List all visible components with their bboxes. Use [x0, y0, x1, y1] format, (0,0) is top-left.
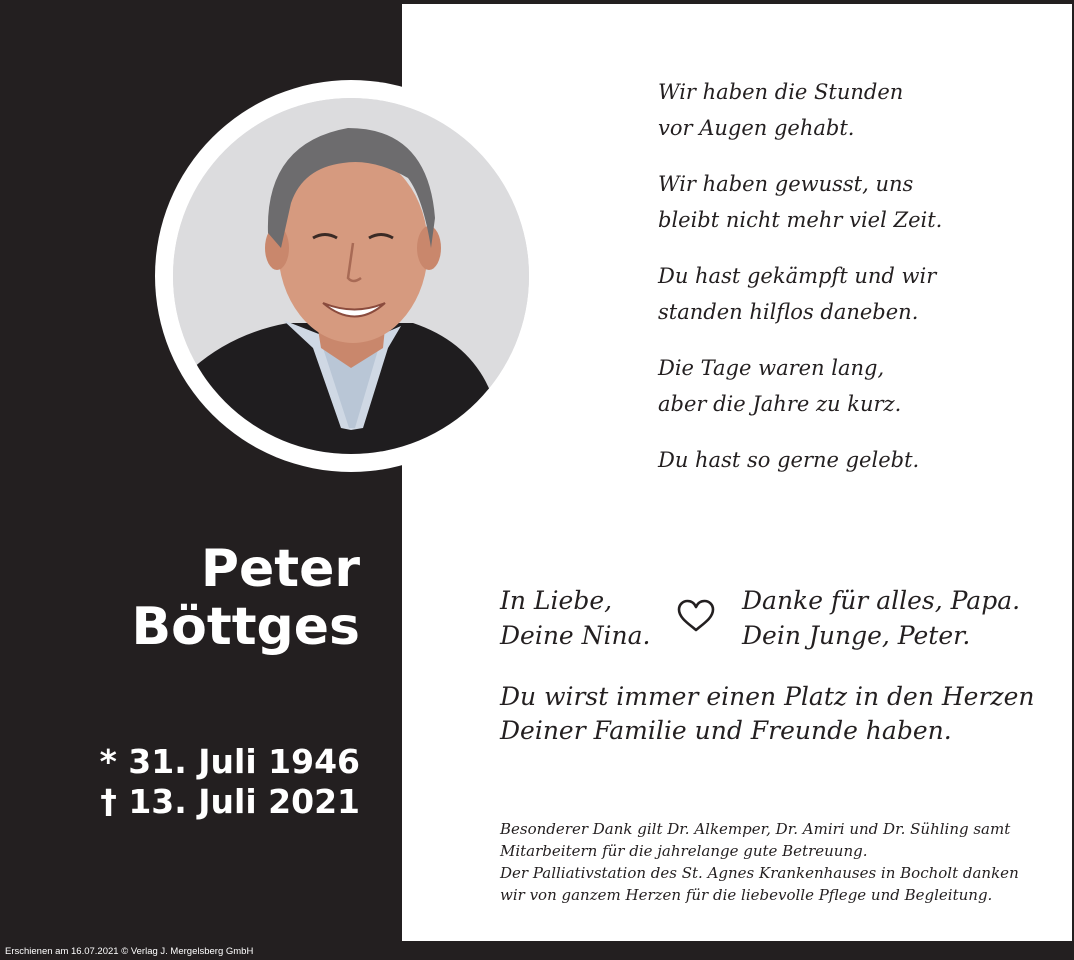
poem-stanza [658, 442, 1058, 478]
signature-right [742, 583, 1020, 653]
poem-line: bleibt nicht mehr viel Zeit. [658, 208, 943, 232]
closing-line: Du wirst immer einen Platz in den Herzen [500, 682, 1035, 711]
publication-footer: Erschienen am 16.07.2021 © Verlag J. Mergelsberg GmbH [5, 946, 254, 957]
poem-stanza [658, 350, 1058, 422]
deceased-name [131, 540, 360, 656]
thanks-line: wir von ganzem Herzen für die liebevolle Pflege und Begleitung. [500, 886, 993, 904]
poem-line: standen hilflos daneben. [658, 300, 919, 324]
poem-line: aber die Jahre zu kurz. [658, 392, 902, 416]
poem-stanza [658, 166, 1058, 238]
poem-stanza [658, 74, 1058, 146]
signature-line: In Liebe, [500, 586, 613, 615]
signature-left [500, 583, 651, 653]
thanks-line: Besonderer Dank gilt Dr. Alkemper, Dr. Amiri und Dr. Sühling samt [500, 820, 1011, 838]
thanks-line: Der Palliativstation des St. Agnes Krankenhauses in Bocholt danken [500, 864, 1019, 882]
closing-line: Deiner Familie und Freunde haben. [500, 716, 952, 745]
poem-line: vor Augen gehabt. [658, 116, 855, 140]
poem-line: Wir haben die Stunden [658, 80, 904, 104]
poem-stanza [658, 258, 1058, 330]
life-dates [100, 742, 360, 822]
first-name: Peter [200, 539, 360, 599]
heart-icon [677, 599, 715, 633]
birth-date: * 31. Juli 1946 [99, 742, 360, 781]
thanks-note [500, 818, 1019, 906]
last-name: Böttges [131, 597, 360, 657]
thanks-line: Mitarbeitern für die jahrelange gute Betreuung. [500, 842, 868, 860]
closing-message [500, 680, 1035, 748]
signature-line: Danke für alles, Papa. [742, 586, 1021, 615]
signature-line: Dein Junge, Peter. [742, 621, 971, 650]
poem-line: Du hast gekämpft und wir [658, 264, 937, 288]
poem-line: Wir haben gewusst, uns [658, 172, 914, 196]
poem-line: Die Tage waren lang, [658, 356, 885, 380]
poem-line: Du hast so gerne gelebt. [658, 448, 920, 472]
portrait-photo [173, 98, 529, 454]
poem [658, 74, 1058, 498]
signature-line: Deine Nina. [500, 621, 651, 650]
death-date: † 13. Juli 2021 [100, 782, 360, 821]
